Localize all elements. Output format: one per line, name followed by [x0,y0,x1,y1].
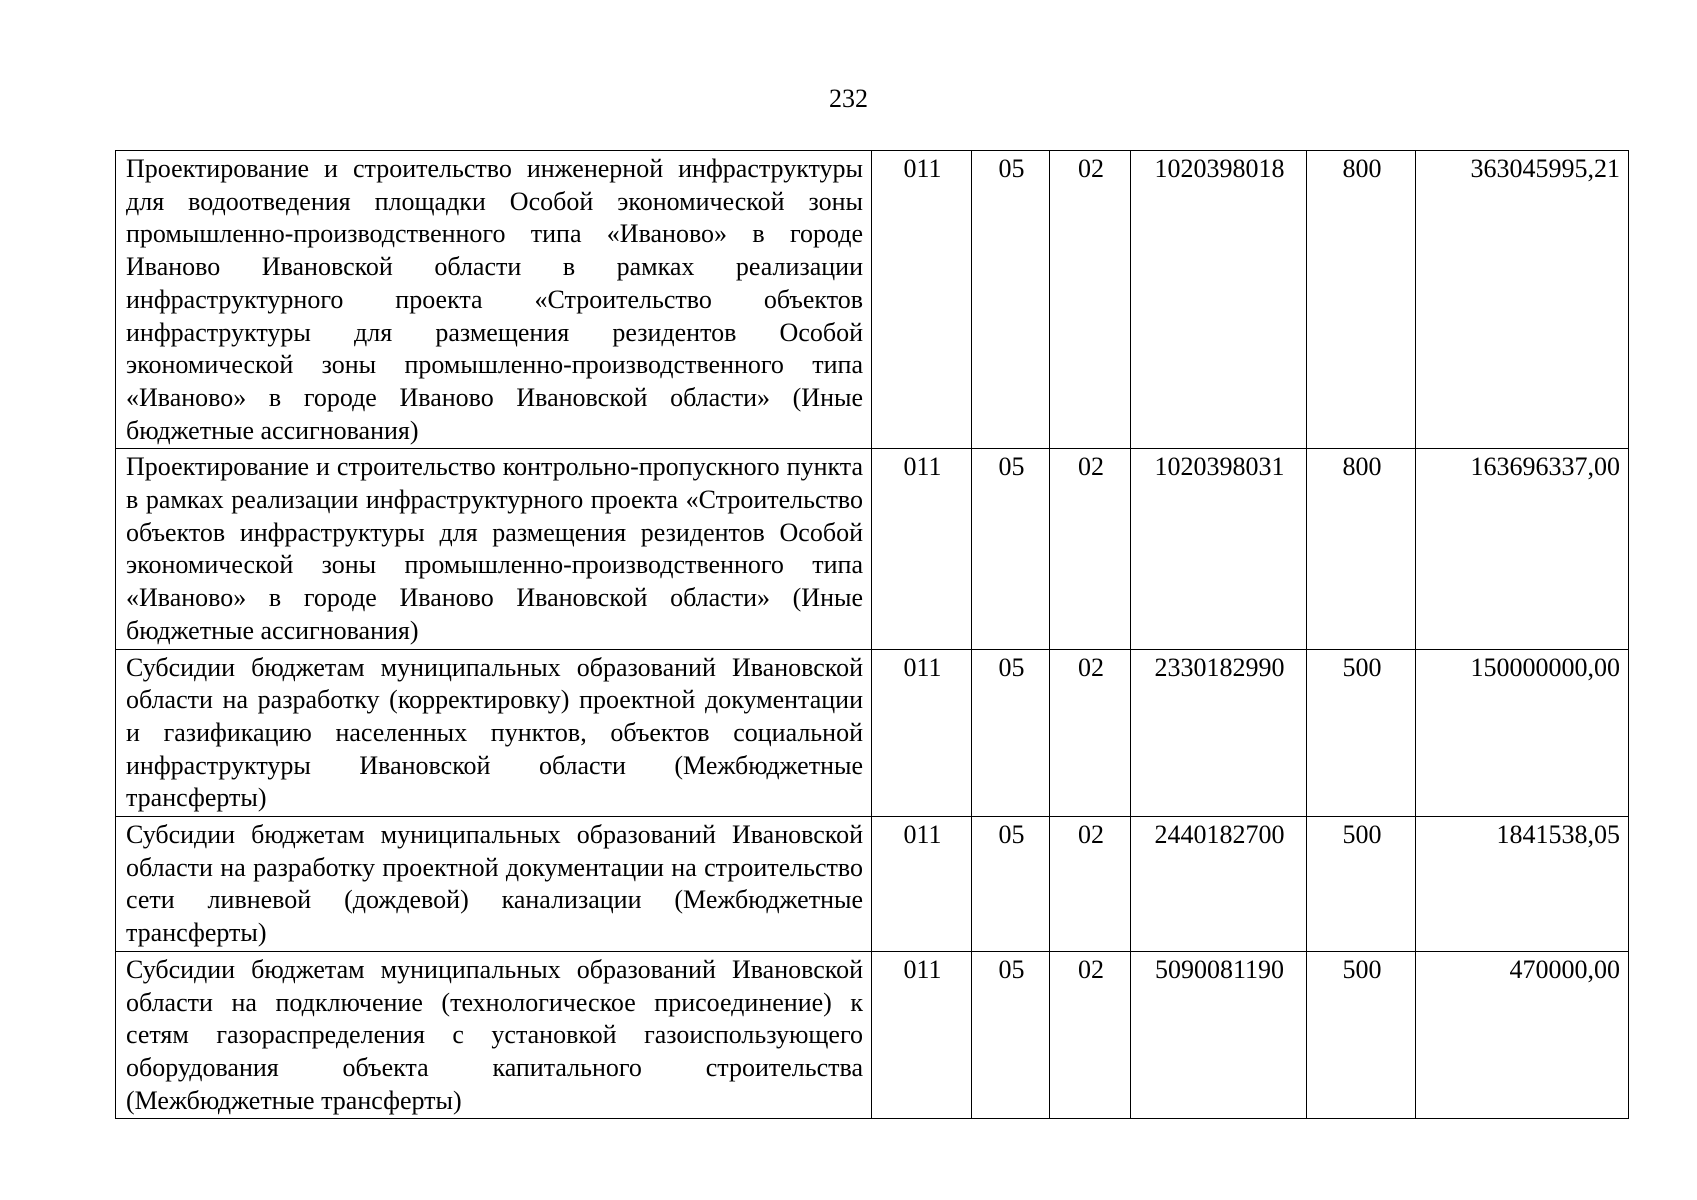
row-target-article: 1020398031 [1131,449,1307,649]
row-amount: 363045995,21 [1416,151,1629,449]
row-expense-type: 500 [1307,649,1416,817]
row-section-code: 05 [972,649,1050,817]
row-subsection-code: 02 [1050,151,1131,449]
row-description: Проектирование и строительство инженерной инфраструктуры для водоотведения площадки Особой экономической зоны промышленно-производственного типа «Иваново» в городе Иваново Ивановской области в рамках реализации инфраструктурного проекта «Строительство объектов инфраструктуры для размещения резидентов Особой экономической зоны промышленно-производственного типа «Иваново» в городе Иваново Ивановской области» (Иные бюджетные ассигнования) [116,151,872,449]
row-target-article: 2330182990 [1131,649,1307,817]
row-description: Проектирование и строительство контрольно-пропускного пункта в рамках реализации инфраструктурного проекта «Строительство объектов инфраструктуры для размещения резидентов Особой экономической зоны промышленно-производственного типа «Иваново» в городе Иваново Ивановской области» (Иные бюджетные ассигнования) [116,449,872,649]
row-amount: 150000000,00 [1416,649,1629,817]
row-description: Субсидии бюджетам муниципальных образований Ивановской области на разработку проектной документации на строительство сети ливневой (дождевой) канализации (Межбюджетные трансферты) [116,817,872,952]
page-number: 232 [829,84,868,113]
row-section-code: 05 [972,449,1050,649]
row-ministry-code: 011 [872,649,972,817]
row-ministry-code: 011 [872,151,972,449]
row-ministry-code: 011 [872,817,972,952]
budget-table [115,150,1629,1119]
table-row [116,951,1629,1119]
row-target-article: 1020398018 [1131,151,1307,449]
row-description: Субсидии бюджетам муниципальных образований Ивановской области на разработку (корректировку) проектной документации и газификацию населенных пунктов, объектов социальной инфраструктуры Ивановской области (Межбюджетные трансферты) [116,649,872,817]
row-section-code: 05 [972,151,1050,449]
row-target-article: 2440182700 [1131,817,1307,952]
row-description: Субсидии бюджетам муниципальных образований Ивановской области на подключение (технологическое присоединение) к сетям газораспределения с установкой газоиспользующего оборудования объекта капитального строительства (Межбюджетные трансферты) [116,951,872,1119]
row-amount: 1841538,05 [1416,817,1629,952]
row-section-code: 05 [972,817,1050,952]
row-subsection-code: 02 [1050,817,1131,952]
row-subsection-code: 02 [1050,449,1131,649]
table-row [116,151,1629,449]
row-amount: 470000,00 [1416,951,1629,1119]
row-subsection-code: 02 [1050,649,1131,817]
row-section-code: 05 [972,951,1050,1119]
table-row [116,649,1629,817]
table-row [116,449,1629,649]
row-expense-type: 800 [1307,151,1416,449]
row-subsection-code: 02 [1050,951,1131,1119]
row-expense-type: 500 [1307,951,1416,1119]
row-ministry-code: 011 [872,951,972,1119]
row-expense-type: 800 [1307,449,1416,649]
row-amount: 163696337,00 [1416,449,1629,649]
row-ministry-code: 011 [872,449,972,649]
row-expense-type: 500 [1307,817,1416,952]
row-target-article: 5090081190 [1131,951,1307,1119]
table-row [116,817,1629,952]
